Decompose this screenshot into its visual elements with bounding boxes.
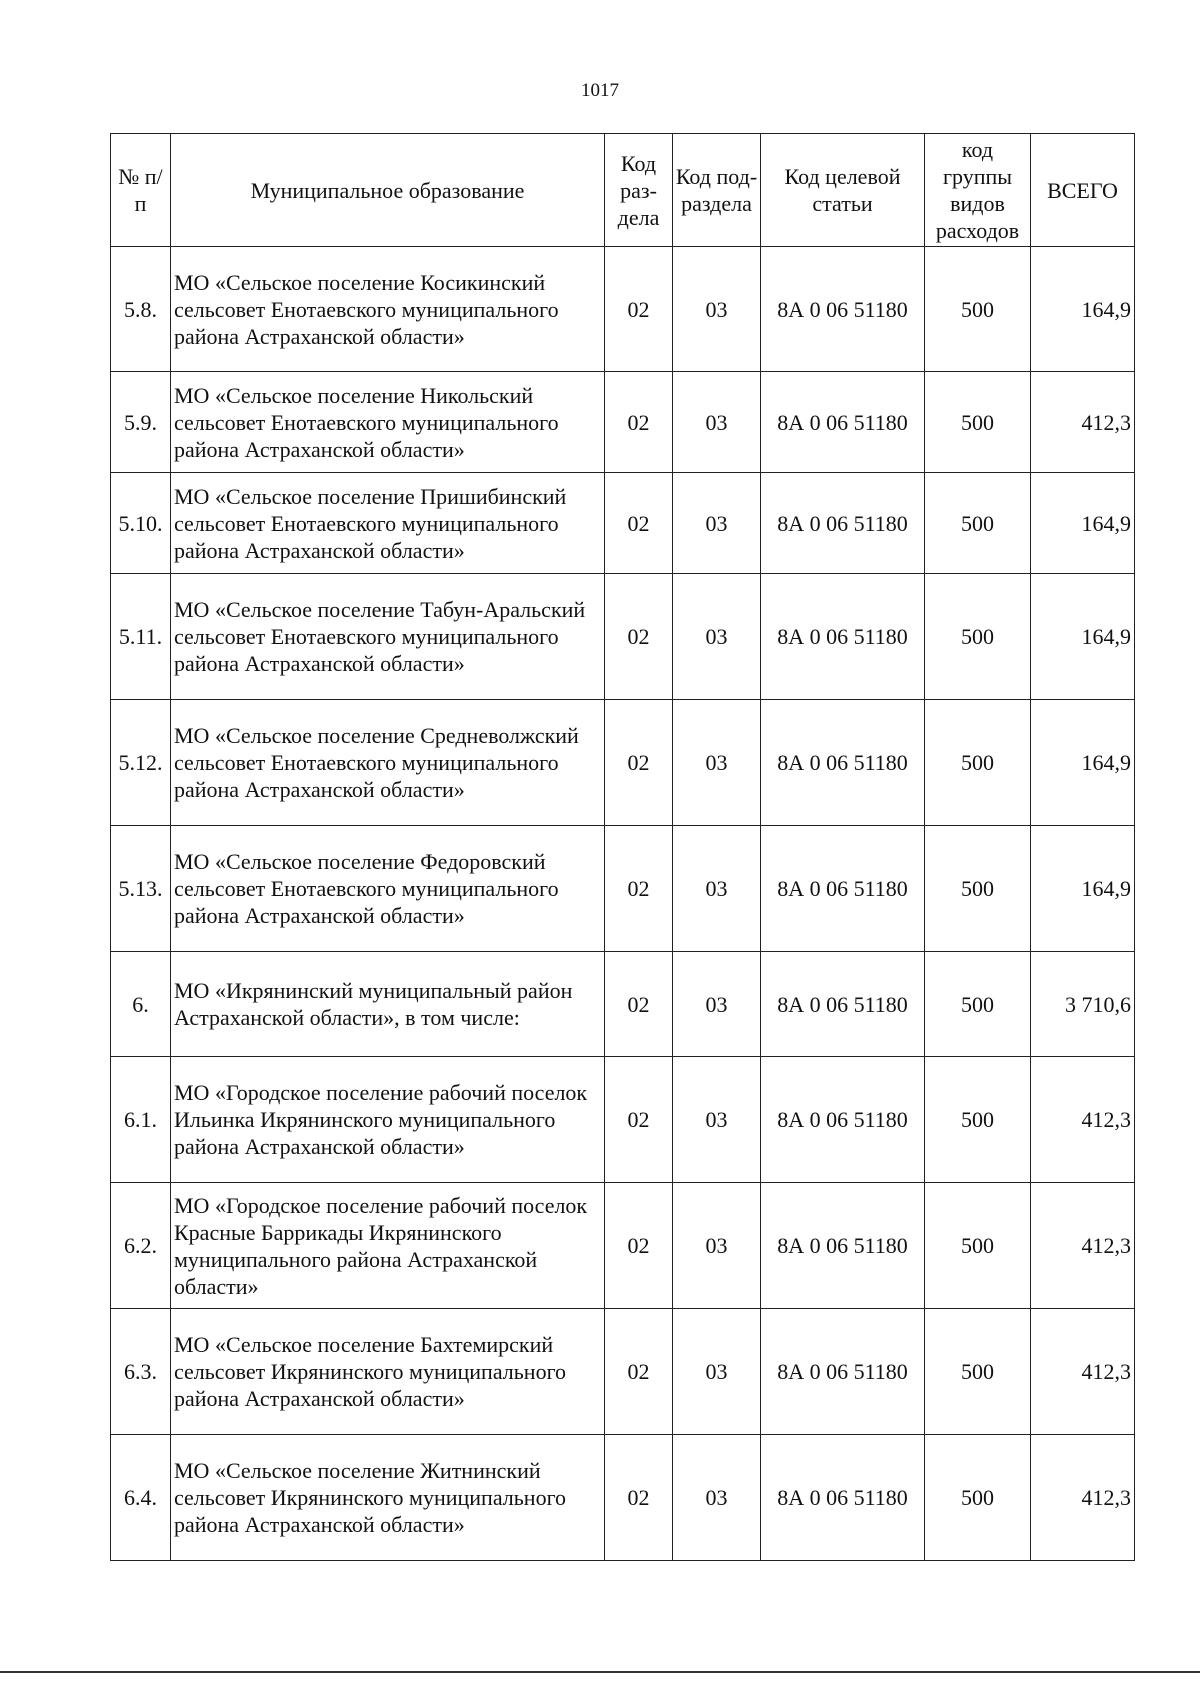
table-row bbox=[111, 700, 1135, 826]
header-subsection: Код под-раздела bbox=[673, 134, 761, 247]
expense-group-code: 500 bbox=[925, 826, 1031, 952]
municipality-name: МО «Сельское поселение Средневолжский сельсовет Енотаевского муниципального района Астраханской области» bbox=[171, 700, 605, 826]
table-row bbox=[111, 247, 1135, 372]
expense-group-code: 500 bbox=[925, 952, 1031, 1057]
target-code: 8А 0 06 51180 bbox=[761, 952, 925, 1057]
section-code: 02 bbox=[605, 372, 673, 473]
subsection-code: 03 bbox=[673, 247, 761, 372]
expense-group-code: 500 bbox=[925, 473, 1031, 574]
target-code: 8А 0 06 51180 bbox=[761, 247, 925, 372]
expense-group-code: 500 bbox=[925, 1435, 1031, 1561]
subsection-code: 03 bbox=[673, 1057, 761, 1183]
section-code: 02 bbox=[605, 1309, 673, 1435]
subsection-code: 03 bbox=[673, 1183, 761, 1309]
total-value: 412,3 bbox=[1031, 372, 1135, 473]
municipality-name: МО «Сельское поселение Никольский сельсовет Енотаевского муниципального района Астраханской области» bbox=[171, 372, 605, 473]
section-code: 02 bbox=[605, 826, 673, 952]
header-row bbox=[111, 134, 1135, 247]
total-value: 412,3 bbox=[1031, 1183, 1135, 1309]
table-row bbox=[111, 574, 1135, 700]
total-value: 164,9 bbox=[1031, 700, 1135, 826]
target-code: 8А 0 06 51180 bbox=[761, 574, 925, 700]
total-value: 164,9 bbox=[1031, 247, 1135, 372]
row-number: 5.11. bbox=[111, 574, 171, 700]
subsection-code: 03 bbox=[673, 1435, 761, 1561]
row-number: 6.1. bbox=[111, 1057, 171, 1183]
subsection-code: 03 bbox=[673, 952, 761, 1057]
section-code: 02 bbox=[605, 473, 673, 574]
page-number: 1017 bbox=[581, 80, 619, 101]
header-total: ВСЕГО bbox=[1031, 134, 1135, 247]
row-number: 6.4. bbox=[111, 1435, 171, 1561]
row-number: 6.2. bbox=[111, 1183, 171, 1309]
expense-group-code: 500 bbox=[925, 1309, 1031, 1435]
target-code: 8А 0 06 51180 bbox=[761, 1183, 925, 1309]
table-row bbox=[111, 1183, 1135, 1309]
table-row bbox=[111, 826, 1135, 952]
table-row bbox=[111, 1435, 1135, 1561]
municipality-name: МО «Сельское поселение Табун-Аральский сельсовет Енотаевского муниципального района Астраханской области» bbox=[171, 574, 605, 700]
total-value: 412,3 bbox=[1031, 1309, 1135, 1435]
expense-group-code: 500 bbox=[925, 1183, 1031, 1309]
total-value: 164,9 bbox=[1031, 574, 1135, 700]
target-code: 8А 0 06 51180 bbox=[761, 826, 925, 952]
subsection-code: 03 bbox=[673, 826, 761, 952]
subsection-code: 03 bbox=[673, 473, 761, 574]
municipality-name: МО «Сельское поселение Пришибинский сельсовет Енотаевского муниципального района Астраханской области» bbox=[171, 473, 605, 574]
header-section: Код раз-дела bbox=[605, 134, 673, 247]
total-value: 412,3 bbox=[1031, 1435, 1135, 1561]
header-num: № п/п bbox=[111, 134, 171, 247]
row-number: 5.10. bbox=[111, 473, 171, 574]
subsection-code: 03 bbox=[673, 1309, 761, 1435]
target-code: 8А 0 06 51180 bbox=[761, 1435, 925, 1561]
section-code: 02 bbox=[605, 1183, 673, 1309]
expense-group-code: 500 bbox=[925, 1057, 1031, 1183]
total-value: 164,9 bbox=[1031, 473, 1135, 574]
section-code: 02 bbox=[605, 952, 673, 1057]
expense-group-code: 500 bbox=[925, 574, 1031, 700]
target-code: 8А 0 06 51180 bbox=[761, 372, 925, 473]
row-number: 6.3. bbox=[111, 1309, 171, 1435]
expense-group-code: 500 bbox=[925, 372, 1031, 473]
municipality-name: МО «Сельское поселение Федоровский сельсовет Енотаевского муниципального района Астраханской области» bbox=[171, 826, 605, 952]
table-row bbox=[111, 372, 1135, 473]
subsection-code: 03 bbox=[673, 372, 761, 473]
row-number: 5.13. bbox=[111, 826, 171, 952]
section-code: 02 bbox=[605, 700, 673, 826]
subsection-code: 03 bbox=[673, 700, 761, 826]
header-target: Код целевой статьи bbox=[761, 134, 925, 247]
header-group: код группы видов расходов bbox=[925, 134, 1031, 247]
bottom-rule bbox=[0, 1671, 1200, 1673]
subsection-code: 03 bbox=[673, 574, 761, 700]
header-name: Муниципальное образование bbox=[171, 134, 605, 247]
municipality-name: МО «Икрянинский муниципальный район Астраханской области», в том числе: bbox=[171, 952, 605, 1057]
section-code: 02 bbox=[605, 574, 673, 700]
section-code: 02 bbox=[605, 247, 673, 372]
target-code: 8А 0 06 51180 bbox=[761, 473, 925, 574]
municipality-name: МО «Городское поселение рабочий поселок Ильинка Икрянинского муниципального района Астраханской области» bbox=[171, 1057, 605, 1183]
target-code: 8А 0 06 51180 bbox=[761, 1057, 925, 1183]
row-number: 5.8. bbox=[111, 247, 171, 372]
total-value: 412,3 bbox=[1031, 1057, 1135, 1183]
municipality-name: МО «Сельское поселение Косикинский сельсовет Енотаевского муниципального района Астраханской области» bbox=[171, 247, 605, 372]
row-number: 6. bbox=[111, 952, 171, 1057]
table-row bbox=[111, 952, 1135, 1057]
total-value: 3 710,6 bbox=[1031, 952, 1135, 1057]
total-value: 164,9 bbox=[1031, 826, 1135, 952]
target-code: 8А 0 06 51180 bbox=[761, 1309, 925, 1435]
table-row bbox=[111, 473, 1135, 574]
municipality-name: МО «Сельское поселение Бахтемирский сельсовет Икрянинского муниципального района Астраханской области» bbox=[171, 1309, 605, 1435]
table-row bbox=[111, 1309, 1135, 1435]
section-code: 02 bbox=[605, 1057, 673, 1183]
table-row bbox=[111, 1057, 1135, 1183]
target-code: 8А 0 06 51180 bbox=[761, 700, 925, 826]
row-number: 5.12. bbox=[111, 700, 171, 826]
section-code: 02 bbox=[605, 1435, 673, 1561]
row-number: 5.9. bbox=[111, 372, 171, 473]
budget-table bbox=[110, 133, 1135, 1561]
municipality-name: МО «Городское поселение рабочий поселок Красные Баррикады Икрянинского муниципального района Астраханской области» bbox=[171, 1183, 605, 1309]
expense-group-code: 500 bbox=[925, 700, 1031, 826]
municipality-name: МО «Сельское поселение Житнинский сельсовет Икрянинского муниципального района Астраханской области» bbox=[171, 1435, 605, 1561]
expense-group-code: 500 bbox=[925, 247, 1031, 372]
